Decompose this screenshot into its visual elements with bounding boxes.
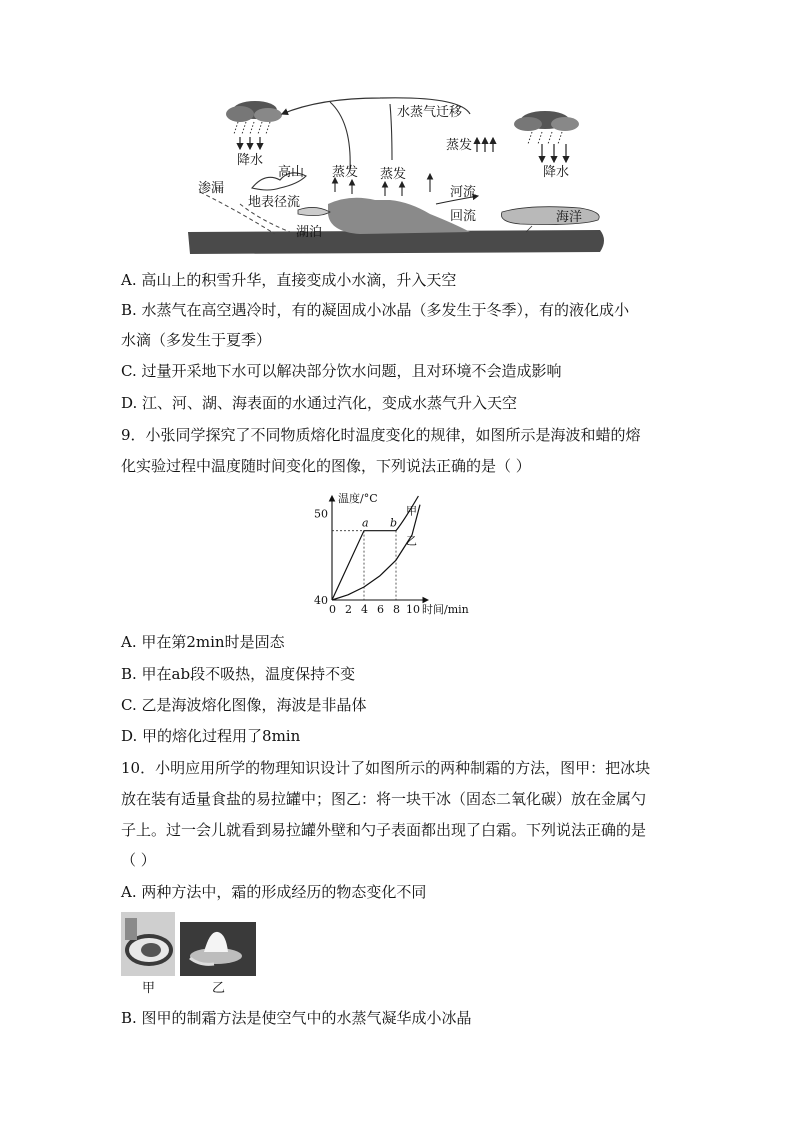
q10-stem-line1: 10．小明应用所学的物理知识设计了如图所示的两种制霜的方法，图甲：把冰块 — [121, 759, 651, 777]
y-axis-label: 温度/°C — [338, 492, 378, 505]
x-tick-label: 2 — [345, 603, 352, 616]
q8-option-c: C. 过量开采地下水可以解决部分饮水问题，且对环境不会造成影响 — [121, 362, 562, 380]
q9-option-c: C. 乙是海波熔化图像，海波是非晶体 — [121, 696, 367, 714]
lake — [298, 207, 330, 215]
q8-option-a: A. 高山上的积雪升华，直接变成小水滴，升入天空 — [121, 271, 457, 289]
label-return: 回流 — [450, 209, 477, 224]
land — [328, 198, 470, 234]
q9-option-a: A. 甲在第2min时是固态 — [121, 633, 285, 651]
q10-stem-line4: （ ） — [121, 851, 156, 869]
label-migration: 水蒸气迁移 — [397, 105, 463, 120]
q9-option-d: D. 甲的熔化过程用了8min — [121, 727, 301, 745]
left-cloud — [226, 101, 282, 122]
y-tick-label: 50 — [314, 507, 328, 521]
photo-can — [121, 912, 175, 976]
q9-stem-line1: 9．小张同学探究了不同物质熔化时温度变化的规律，如图所示是海波和蜡的熔 — [121, 426, 641, 444]
x-tick-label: 4 — [361, 603, 368, 616]
series-label-jia: 甲 — [406, 504, 417, 518]
q8-option-b-cont: 水滴（多发生于夏季） — [121, 331, 272, 349]
label-evap1: 蒸发 — [332, 165, 359, 180]
point-label-a: a — [362, 516, 369, 530]
x-axis-label: 时间/min — [422, 603, 469, 616]
photo-spoon — [180, 922, 256, 976]
q10-option-b: B. 图甲的制霜方法是使空气中的水蒸气凝华成小冰晶 — [121, 1009, 472, 1027]
right-cloud — [514, 111, 579, 131]
label-mountain: 高山 — [278, 165, 305, 180]
x-tick-label: 8 — [393, 603, 400, 616]
x-tick-label: 10 — [406, 603, 420, 616]
label-rain-left: 降水 — [237, 153, 264, 168]
label-lake: 湖泊 — [296, 225, 323, 240]
label-evap2: 蒸发 — [380, 167, 407, 182]
ocean — [501, 207, 599, 225]
q10-stem-line2: 放在装有适量食盐的易拉罐中；图乙：将一块干冰（固态二氧化碳）放在金属勺 — [121, 790, 647, 808]
point-label-b: b — [390, 516, 398, 530]
label-runoff: 地表径流 — [248, 195, 301, 210]
label-evap3: 蒸发 — [446, 138, 473, 153]
q9-option-b: B. 甲在ab段不吸热，温度保持不变 — [121, 665, 356, 683]
water-cycle-diagram — [180, 92, 610, 258]
series-label-yi: 乙 — [406, 534, 417, 548]
label-ocean: 海洋 — [556, 210, 583, 225]
q10-stem-line3: 子上。过一会儿就看到易拉罐外壁和勺子表面都出现了白霜。下列说法正确的是 — [121, 821, 647, 839]
label-seepage: 渗漏 — [198, 181, 225, 196]
x-tick-label: 6 — [377, 603, 384, 616]
label-rain-right: 降水 — [543, 165, 570, 180]
x-tick-label: 0 — [329, 603, 336, 616]
photo-caption-jia: 甲 — [142, 981, 156, 996]
melting-chart — [310, 488, 490, 618]
y-tick-label: 40 — [314, 594, 328, 607]
q8-option-d: D. 江、河、湖、海表面的水通过汽化，变成水蒸气升入天空 — [121, 394, 518, 412]
ground — [188, 230, 604, 254]
q10-option-a: A. 两种方法中，霜的形成经历的物态变化不同 — [121, 883, 427, 901]
label-river: 河流 — [450, 185, 477, 200]
q8-option-b: B. 水蒸气在高空遇冷时，有的凝固成小冰晶（多发生于冬季），有的液化成小 — [121, 301, 630, 319]
q9-stem-line2: 化实验过程中温度随时间变化的图像，下列说法正确的是（ ） — [121, 457, 531, 475]
series-line-yi — [332, 505, 420, 600]
photo-caption-yi: 乙 — [212, 981, 226, 996]
